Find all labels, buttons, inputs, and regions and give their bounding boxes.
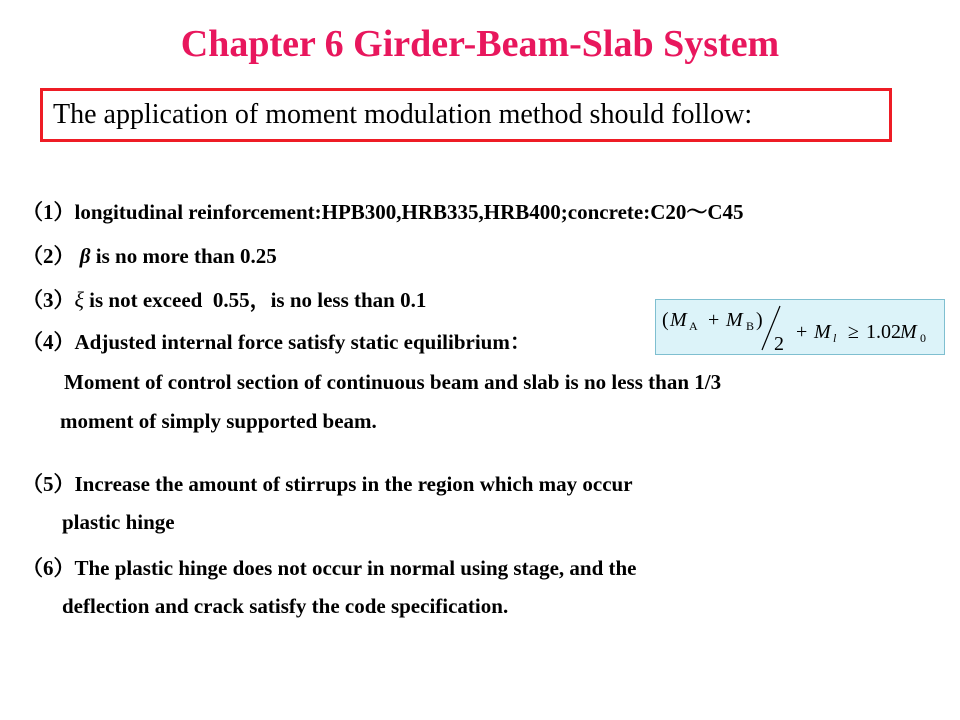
beta-symbol: β	[79, 244, 91, 268]
item-4-continuation-1: Moment of control section of continuous beam and slab is no less than 1/3	[64, 370, 722, 394]
list-item-5	[22, 468, 633, 498]
list-item-2	[22, 240, 277, 270]
formula-close-paren: )	[756, 309, 763, 331]
list-item-3	[22, 284, 426, 314]
formula-m-l: M	[814, 321, 831, 343]
item-4-continuation-2: moment of simply supported beam.	[60, 409, 377, 433]
item-text: Increase the amount of stirrups in the region which may occur	[74, 472, 633, 496]
formula-sub-l: l	[833, 331, 837, 345]
formula-sub-0: 0	[920, 331, 926, 345]
item-text: is not exceed 0.55，is no less than 0.1	[89, 288, 427, 312]
list-item-4	[22, 326, 531, 356]
item-text: is no more than 0.25	[95, 244, 277, 268]
formula-m-b: M	[726, 309, 743, 331]
list-item-1	[22, 196, 744, 226]
item-text: longitudinal reinforcement:HPB300,HRB335,HRB400;concrete:C20～C45	[74, 200, 744, 224]
item-number: （5）	[22, 472, 75, 496]
item-number: （6）	[22, 556, 75, 580]
item-number: （3）	[22, 288, 75, 312]
xi-symbol: ξ	[74, 287, 84, 312]
subtitle-box	[40, 88, 892, 142]
formula-sub-b: B	[746, 319, 755, 333]
equilibrium-formula	[655, 299, 945, 355]
formula-coef: 1.02	[866, 321, 901, 343]
item-6-continuation-1: deflection and crack satisfy the code specification.	[62, 594, 509, 618]
formula-m-0: M	[900, 321, 917, 343]
formula-open-paren: (	[662, 309, 669, 331]
formula-denominator: 2	[774, 333, 784, 355]
item-5-continuation-1: plastic hinge	[62, 510, 175, 534]
item-text: The plastic hinge does not occur in normal using stage, and the	[74, 556, 637, 580]
subtitle-text: The application of moment modulation method should follow:	[53, 99, 753, 130]
item-number: （2）	[22, 244, 75, 268]
item-number: （1）	[22, 200, 75, 224]
formula-plus: +	[708, 309, 720, 331]
item-text: Adjusted internal force satisfy static equilibrium：	[74, 330, 531, 354]
formula-plus-2: +	[796, 321, 808, 343]
item-number: （4）	[22, 330, 75, 354]
formula-sub-a: A	[689, 319, 698, 333]
formula-geq: ≥	[848, 321, 859, 343]
list-item-6	[22, 552, 637, 582]
page-title: Chapter 6 Girder-Beam-Slab System	[180, 23, 780, 65]
formula-m-a: M	[670, 309, 687, 331]
